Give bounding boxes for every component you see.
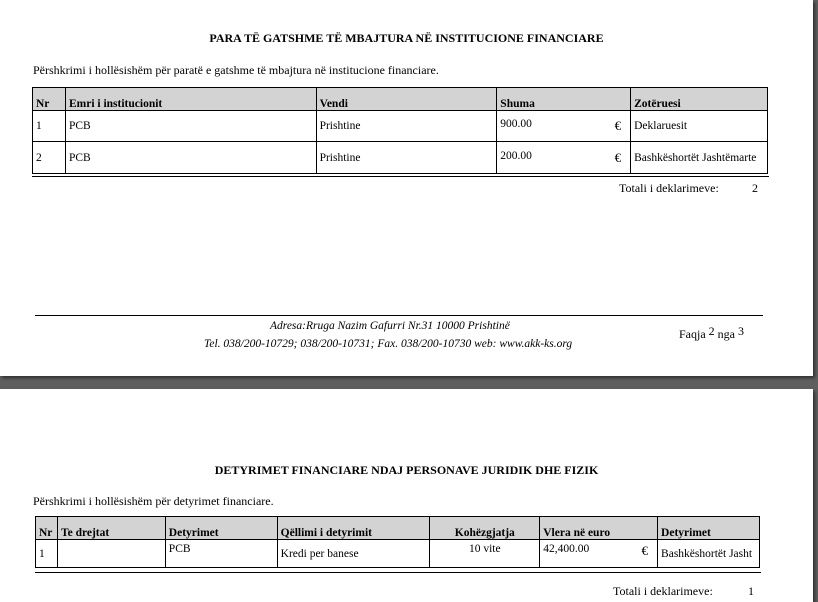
section-title-liabilities: DETYRIMET FINANCIARE NDAJ PERSONAVE JURIDIK DHE FIZIK — [214, 463, 599, 477]
cell-place: Prishtine — [316, 142, 497, 174]
cash-table — [32, 87, 768, 174]
footer-divider — [35, 315, 763, 316]
footer-address: Adresa:Rruga Nazim Gafurri Nr.31 10000 Prishtinë — [270, 320, 510, 332]
cell-owner: Deklaruesit — [631, 111, 768, 142]
cell-holder: Bashkëshortët Jasht — [658, 540, 760, 568]
total-value: 1 — [748, 584, 754, 598]
value-amount: 42,400.00 — [543, 543, 590, 555]
page-label: Faqja — [679, 327, 706, 341]
cash-table-header — [33, 88, 768, 111]
cell-value — [540, 540, 658, 568]
header-nr: Nr — [33, 88, 66, 111]
page-total: 3 — [738, 324, 744, 338]
header-value: Vlera në euro — [540, 517, 658, 540]
section-description-liabilities: Përshkrimi i hollësishëm për detyrimet financiare. — [33, 494, 274, 508]
section-description-cash: Përshkrimi i hollësishëm për paratë e gatshme të mbajtura në institucione financiare. — [33, 63, 439, 77]
header-duration: Kohëzgjatja — [430, 517, 540, 540]
liabilities-table-header — [36, 517, 760, 540]
euro-icon: € — [614, 118, 622, 133]
header-place: Vendi — [316, 88, 497, 111]
amount-value: 900.00 — [500, 118, 532, 130]
cell-purpose: Kredi per banese — [277, 540, 430, 568]
total-label: Totali i deklarimeve: — [613, 584, 713, 598]
cell-rights — [57, 540, 165, 568]
header-holder: Detyrimet — [658, 517, 760, 540]
header-institution: Emri i institucionit — [65, 88, 316, 111]
table-bottom-rule — [35, 572, 761, 573]
header-obligation: Detyrimet — [165, 517, 277, 540]
footer-contact: Tel. 038/200-10729; 038/200-10731; Fax. 038/200-10730 web: www.akk-ks.org — [204, 338, 573, 350]
cell-amount — [497, 142, 631, 174]
cell-institution: PCB — [65, 111, 316, 142]
cell-institution: PCB — [65, 142, 316, 174]
table-row — [33, 142, 768, 174]
header-rights: Te drejtat — [57, 517, 165, 540]
header-nr: Nr — [36, 517, 58, 540]
cell-owner: Bashkëshortët Jashtëmarte — [631, 142, 768, 174]
page-of: nga — [717, 327, 735, 341]
section-title-cash: PARA TË GATSHME TË MBAJTURA NË INSTITUCIONE FINANCIARE — [209, 31, 604, 45]
header-purpose: Qëllimi i detyrimit — [277, 517, 430, 540]
page-current: 2 — [708, 324, 715, 338]
table-row — [33, 111, 768, 142]
table-bottom-rule — [32, 176, 769, 177]
cell-obligation: PCB — [165, 540, 277, 568]
total-label: Totali i deklarimeve: — [619, 181, 719, 195]
cell-amount — [497, 111, 631, 142]
header-amount: Shuma — [497, 88, 631, 111]
cell-nr: 1 — [33, 111, 66, 142]
amount-value: 200.00 — [500, 149, 532, 162]
cell-nr: 1 — [36, 540, 58, 568]
cell-nr: 2 — [33, 142, 66, 174]
cell-place: Prishtine — [316, 111, 497, 142]
header-owner: Zotëruesi — [631, 88, 768, 111]
cell-duration: 10 vite — [430, 540, 540, 568]
page-number — [679, 324, 744, 342]
total-value: 2 — [752, 181, 758, 195]
liabilities-table — [35, 516, 760, 568]
document-page-3 — [0, 389, 813, 602]
euro-icon: € — [641, 543, 649, 558]
euro-icon: € — [614, 149, 622, 165]
table-row — [36, 540, 760, 568]
